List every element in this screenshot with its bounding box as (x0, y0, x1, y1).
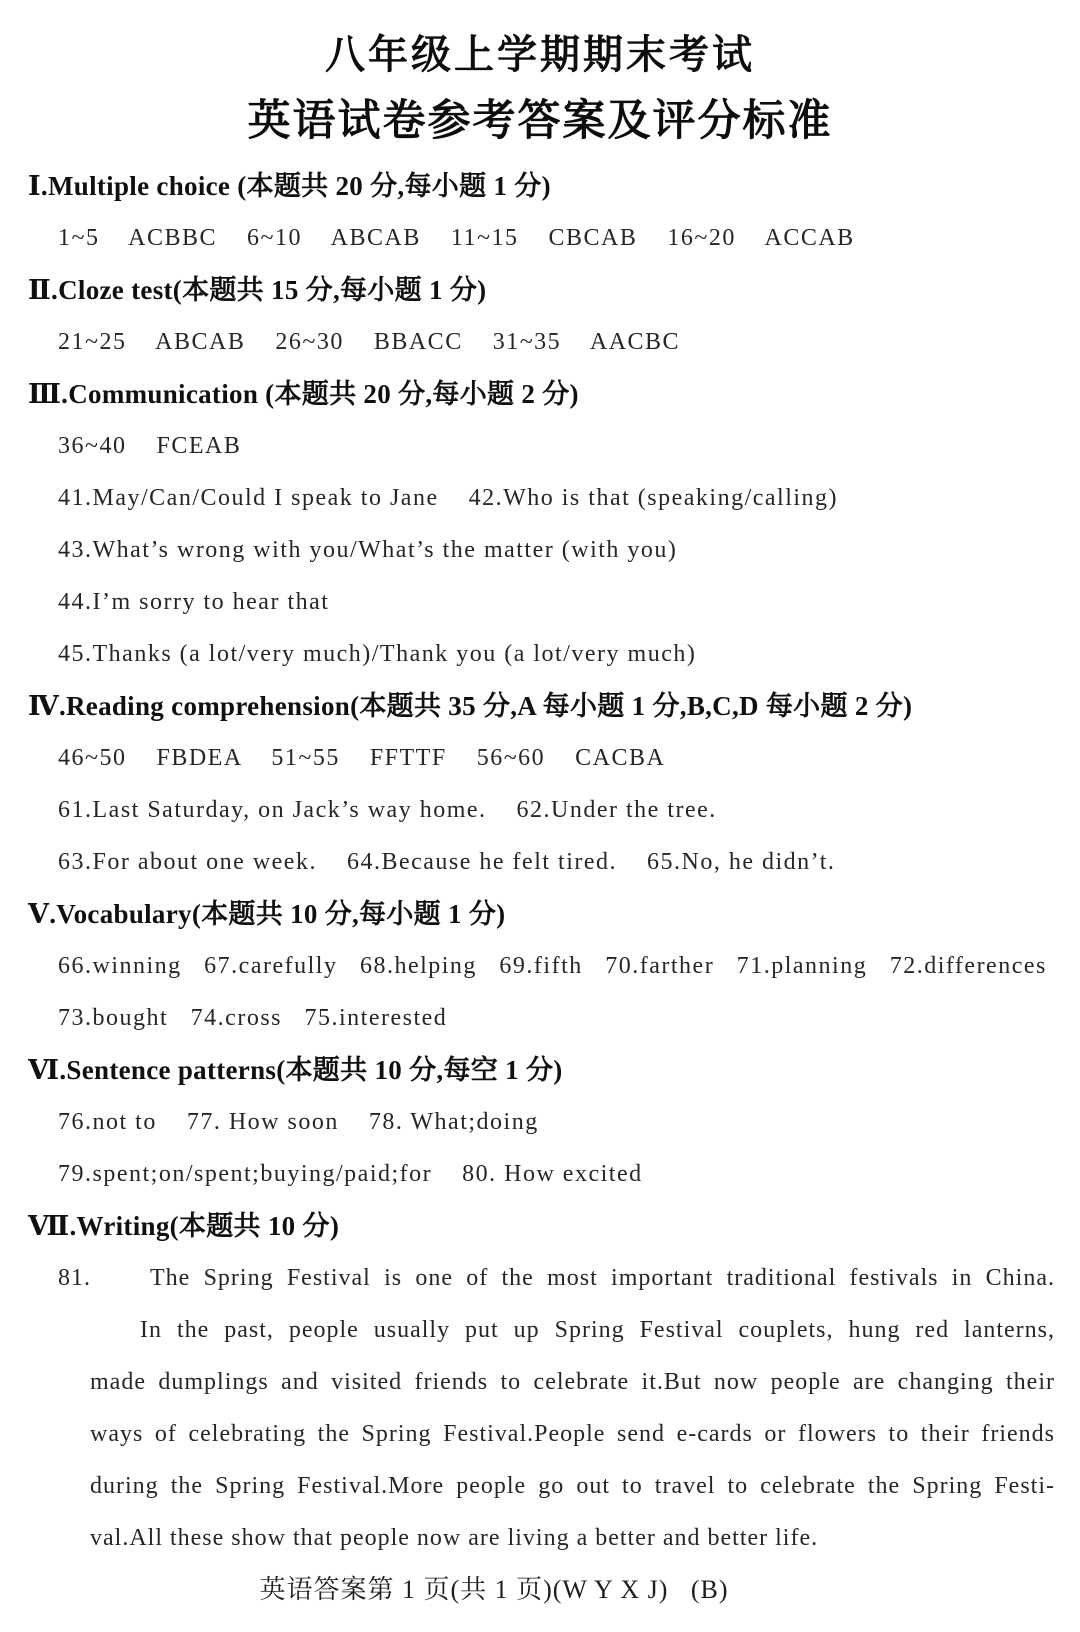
section-cloze-test-heading: Ⅱ.Cloze test(本题共 15 分,每小题 1 分) (28, 275, 487, 305)
vocab-answers-73-75: 73.bought 74.cross 75.interested (58, 1005, 448, 1031)
comm-answer-41-42: 41.May/Can/Could I speak to Jane 42.Who is that (speaking/calling) (58, 485, 839, 511)
comm-answer-43: 43.What’s wrong with you/What’s the matter (with you) (58, 537, 678, 563)
reading-answer-63-65: 63.For about one week. 64.Because he felt tired. 65.No, he didn’t. (58, 849, 836, 875)
writing-paragraph-line-1: In the past, people usually put up Spring Festival couplets, hung red lanterns, (140, 1317, 1055, 1343)
section-vocabulary-heading: Ⅴ.Vocabulary(本题共 10 分,每小题 1 分) (28, 899, 506, 929)
writing-paragraph-line-5: val.All these show that people now are living a better and better life. (90, 1525, 819, 1551)
reading-answers-46-60: 46~50 FBDEA 51~55 FFTTF 56~60 CACBA (58, 745, 666, 771)
page-footer: 英语答案第 1 页(共 1 页)(W Y X J) (B) (259, 1575, 729, 1604)
comm-answer-44: 44.I’m sorry to hear that (58, 589, 330, 615)
patterns-answers-79-80: 79.spent;on/spent;buying/paid;for 80. How excited (58, 1161, 643, 1187)
writing-sentence-1: The Spring Festival is one of the most important traditional festivals in China. (150, 1265, 1055, 1291)
mc-answers-1-20: 1~5 ACBBC 6~10 ABCAB 11~15 CBCAB 16~20 ACCAB (58, 225, 855, 251)
section-multiple-choice-heading: Ⅰ.Multiple choice (本题共 20 分,每小题 1 分) (28, 171, 551, 201)
reading-answer-61-62: 61.Last Saturday, on Jack’s way home. 62.Under the tree. (58, 797, 717, 823)
writing-paragraph-line-2: made dumplings and visited friends to celebrate it.But now people are changing their (90, 1369, 1055, 1395)
cloze-answers-21-35: 21~25 ABCAB 26~30 BBACC 31~35 AACBC (58, 329, 681, 355)
writing-paragraph-line-4: during the Spring Festival.More people go out to travel to celebrate the Spring Festi- (90, 1473, 1055, 1499)
section-writing-heading: Ⅶ.Writing(本题共 10 分) (28, 1211, 340, 1241)
section-sentence-patterns-heading: Ⅵ.Sentence patterns(本题共 10 分,每空 1 分) (28, 1055, 563, 1085)
exam-title: 八年级上学期期末考试 (325, 32, 755, 77)
writing-question-number: 81. (58, 1265, 91, 1291)
writing-paragraph-line-3: ways of celebrating the Spring Festival.People send e-cards or flowers to their friends (90, 1421, 1055, 1447)
comm-answers-36-40: 36~40 FCEAB (58, 433, 242, 459)
writing-answer-first-line (58, 1252, 1055, 1304)
section-communication-heading: Ⅲ.Communication (本题共 20 分,每小题 2 分) (28, 379, 579, 409)
patterns-answers-76-78: 76.not to 77. How soon 78. What;doing (58, 1109, 539, 1135)
comm-answer-45: 45.Thanks (a lot/very much)/Thank you (a lot/very much) (58, 641, 697, 667)
answer-key-subtitle: 英语试卷参考答案及评分标准 (247, 98, 833, 145)
vocab-answers-66-72: 66.winning 67.carefully 68.helping 69.fifth 70.farther 71.planning 72.differences (58, 953, 1047, 979)
section-reading-heading: Ⅳ.Reading comprehension(本题共 35 分,A 每小题 1 分,B,C,D 每小题 2 分) (28, 691, 913, 721)
